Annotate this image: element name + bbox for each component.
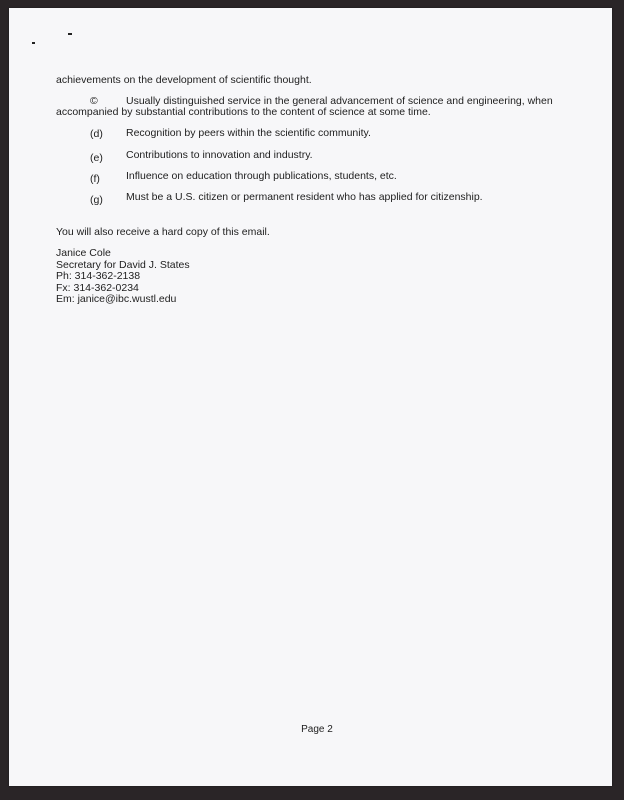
item-e-label: (e) — [90, 152, 103, 164]
item-c-line2: accompanied by substantial contributions to the content of science at some time. — [56, 106, 431, 118]
item-g-label: (g) — [90, 194, 103, 206]
signature-name: Janice Cole — [56, 247, 111, 259]
hard-copy-note: You will also receive a hard copy of this email. — [56, 226, 270, 238]
page-number: Page 2 — [301, 724, 333, 735]
item-c-line1: Usually distinguished service in the general advancement of science and engineering, when — [126, 95, 553, 107]
item-d-label: (d) — [90, 128, 103, 140]
signature-block — [56, 248, 190, 306]
signature-fax: Fx: 314-362-0234 — [56, 281, 139, 294]
item-f-text: Influence on education through publications, students, etc. — [126, 170, 397, 182]
signature-title: Secretary for David J. States — [56, 258, 190, 271]
item-e-text: Contributions to innovation and industry. — [126, 149, 313, 161]
intro-line: achievements on the development of scientific thought. — [56, 74, 312, 86]
item-d-text: Recognition by peers within the scientific community. — [126, 127, 371, 139]
item-c-label: © — [90, 95, 98, 107]
item-g-text: Must be a U.S. citizen or permanent resident who has applied for citizenship. — [126, 191, 483, 203]
item-f-label: (f) — [90, 173, 100, 185]
scan-speck — [68, 33, 72, 35]
signature-email: Em: janice@ibc.wustl.edu — [56, 293, 177, 306]
signature-phone: Ph: 314-362-2138 — [56, 270, 141, 283]
scan-speck — [32, 42, 35, 44]
document-page — [9, 8, 612, 786]
